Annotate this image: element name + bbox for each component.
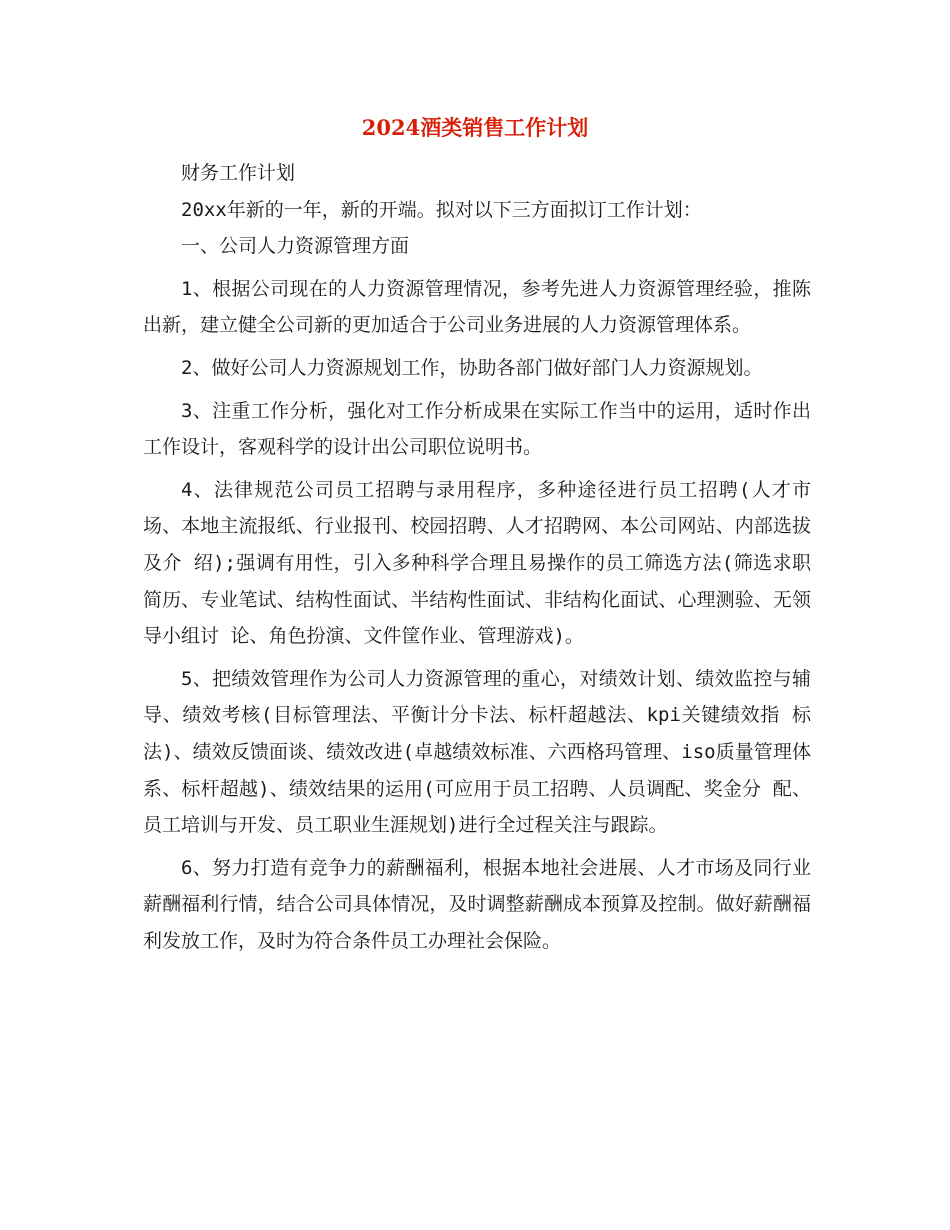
- paragraph-heading-finance-plan: 财务工作计划: [181, 162, 296, 184]
- document-title: 2024酒类销售工作计划: [361, 115, 589, 140]
- paragraph-item-2: 2、做好公司人力资源规划工作，协助各部门做好部门人力资源规划。: [181, 356, 763, 379]
- paragraph-item-3: 3、注重工作分析，强化对工作分析成果在实际工作当中的运用，适时作出工作设计，客观科学的设计出公司职位说明书。: [143, 399, 811, 459]
- paragraph-intro: 20xx年新的一年，新的开端。拟对以下三方面拟订工作计划：: [181, 198, 702, 221]
- document-body: [143, 155, 811, 959]
- paragraph-item-1: 1、根据公司现在的人力资源管理情况，参考先进人力资源管理经验，推陈出新，建立健全公司新的更加适合于公司业务进展的人力资源管理体系。: [143, 277, 811, 337]
- paragraph-item-4: 4、法律规范公司员工招聘与录用程序，多种途径进行员工招聘(人才市场、本地主流报纸、行业报刊、校园招聘、人才招聘网、本公司网站、内部选拔及介 绍);强调有用性，引入多种科学合理且易操作的员工筛选方法(筛选求职简历、专业笔试、结构性面试、半结构性面试、非结构化面试、心理测验、无领导小组讨 论、角色扮演、文件筐作业、管理游戏)。: [143, 478, 811, 648]
- paragraph-item-6: 6、努力打造有竞争力的薪酬福利，根据本地社会进展、人才市场及同行业薪酬福利行情，结合公司具体情况，及时调整薪酬成本预算及控制。做好薪酬福利发放工作，及时为符合条件员工办理社会保险。: [143, 856, 811, 952]
- paragraph-section-heading: 一、公司人力资源管理方面: [181, 235, 410, 258]
- paragraph-item-5: 5、把绩效管理作为公司人力资源管理的重心，对绩效计划、绩效监控与辅导、绩效考核(目标管理法、平衡计分卡法、标杆超越法、kpi关键绩效指 标法)、绩效反馈面谈、绩效改进(卓越绩效标准、六西格玛管理、iso质量管理体系、标杆超越)、绩效结果的运用(可应用于员工招聘、人员调配、奖金分 配、员工培训与开发、员工职业生涯规划)进行全过程关注与跟踪。: [143, 667, 811, 837]
